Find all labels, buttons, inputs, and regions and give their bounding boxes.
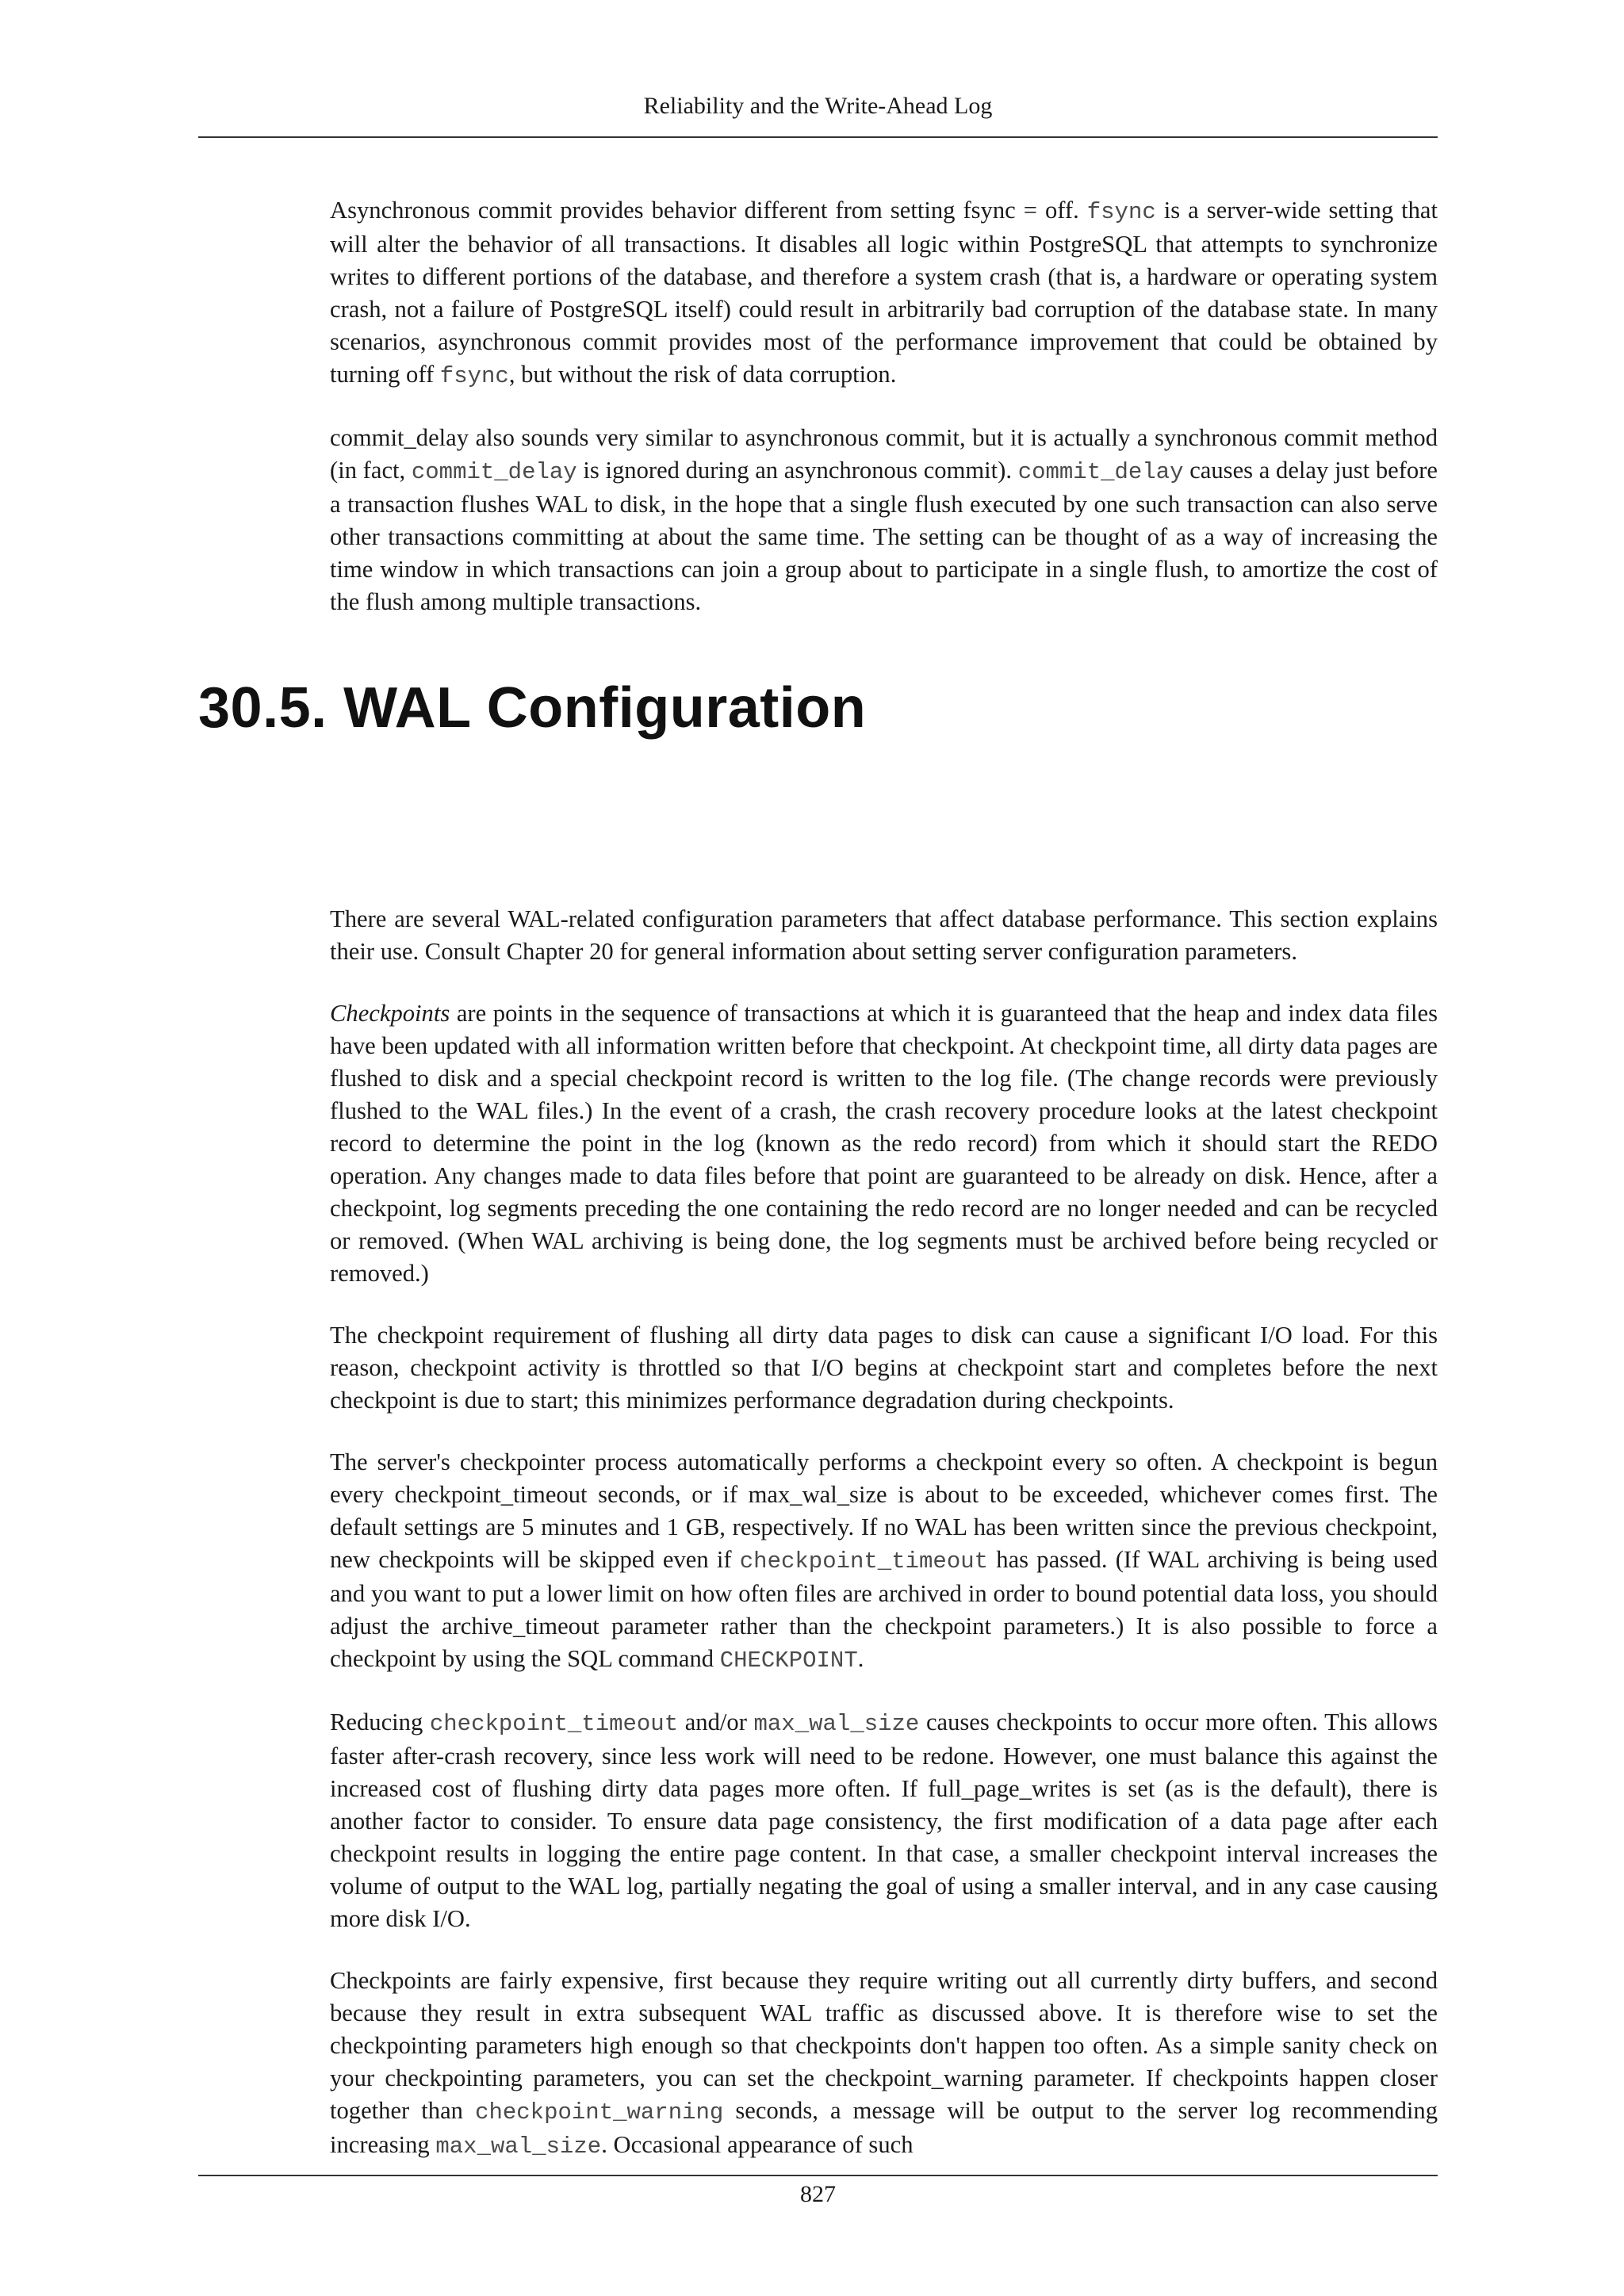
inline-code-max-wal-size: max_wal_size bbox=[753, 1711, 920, 1737]
paragraph-checkpointer-process: The server's checkpointer process automatically performs a checkpoint every so often. A checkpoint is begun every checkpoint_timeout seconds, or if max_wal_size is about to be exceeded, whichever comes first. The default settings are 5 minutes and 1 GB, respectively. If no WAL has been written since the previous checkpoint, new checkpoints will be skipped even if checkpoint_timeout has passed. (If WAL archiving is being used and you want to put a lower limit on how often files are archived in order to bound potential data loss, you should adjust the archive_timeout parameter rather than the checkpoint parameters.) It is also possible to force a checkpoint by using the SQL command CHECKPOINT. bbox=[330, 1448, 1438, 1674]
paragraph-checkpoints-expensive: Checkpoints are fairly expensive, first because they require writing out all currently dirty buffers, and second because they result in extra subsequent WAL traffic as discussed above. It is therefore wise to set the checkpointing parameters high enough so that checkpoints don't happen too often. As a simple sanity check on your checkpointing parameters, you can set the checkpoint_warning parameter. If checkpoints happen closer together than checkpoint_warning seconds, a message will be output to the server log recommending increasing max_wal_size. Occasional appearance of such bbox=[330, 1967, 1438, 2160]
inline-code-commit-delay: commit_delay bbox=[411, 459, 577, 485]
section-heading: 30.5. WAL Configuration bbox=[198, 676, 867, 740]
inline-code-max-wal-size: max_wal_size bbox=[435, 2133, 602, 2160]
paragraph-wal-parameters-intro: There are several WAL-related configuration parameters that affect database performance. This section explains their use. Consult Chapter 20 for general information about setting server configuration parameters. bbox=[330, 905, 1438, 965]
paragraph-async-commit-vs-fsync: Asynchronous commit provides behavior different from setting fsync = off. fsync is a server-wide setting that will alter the behavior of all transactions. It disables all logic within PostgreSQL that attempts to synchronize writes to different portions of the database, and therefore a system crash (that is, a hardware or operating system crash, not a failure of PostgreSQL itself) could result in arbitrarily bad corruption of the database state. In many scenarios, asynchronous commit provides most of the performance improvement that could be obtained by turning off fsync, but without the risk of data corruption. bbox=[330, 197, 1438, 389]
inline-code-commit-delay: commit_delay bbox=[1017, 459, 1184, 485]
paragraph-reducing-checkpoint-timeout: Reducing checkpoint_timeout and/or max_wal_size causes checkpoints to occur more often. This allows faster after-crash recovery, since less work will need to be redone. However, one must balance this against the increased cost of flushing dirty data pages more often. If full_page_writes is set (as is the default), there is another factor to consider. To ensure data page consistency, the first modification of a data page after each checkpoint results in logging the entire page content. In that case, a smaller checkpoint interval increases the volume of output to the WAL log, partially negating the goal of using a smaller interval, and in any case causing more disk I/O. bbox=[330, 1709, 1438, 1932]
inline-code-checkpoint-timeout: checkpoint_timeout bbox=[739, 1548, 989, 1575]
paragraph-commit-delay: commit_delay also sounds very similar to asynchronous commit, but it is actually a synchronous commit method (in fact, commit_delay is ignored during an asynchronous commit). commit_delay causes a delay just before a transaction flushes WAL to disk, in the hope that a single flush executed by one such transaction can also serve other transactions committing at about the same time. The setting can be thought of as a way of increasing the time window in which transactions can join a group about to participate in a single flush, to amortize the cost of the flush among multiple transactions. bbox=[330, 424, 1438, 615]
inline-code-fsync: fsync bbox=[1086, 199, 1156, 225]
page-number: 827 bbox=[800, 2181, 836, 2207]
header-rule bbox=[198, 136, 1438, 138]
inline-code-checkpoint-command: CHECKPOINT bbox=[719, 1647, 858, 1674]
intro-text-block bbox=[330, 194, 1438, 648]
inline-code-checkpoint-warning: checkpoint_warning bbox=[475, 2099, 724, 2126]
inline-code-fsync: fsync bbox=[439, 363, 509, 389]
paragraph-checkpoints-definition: Checkpoints are points in the sequence of transactions at which it is guaranteed that the heap and index data files have been updated with all information written before that checkpoint. At checkpoint time, all dirty data pages are flushed to disk and a special checkpoint record is written to the log file. (The change records were previously flushed to the WAL files.) In the event of a crash, the crash recovery procedure looks at the latest checkpoint record to determine the point in the log (known as the redo record) from which it should start the REDO operation. Any changes made to data files before that point are guaranteed to be already on disk. Hence, after a checkpoint, log segments preceding the one containing the redo record are no longer needed and can be recycled or removed. (When WAL archiving is being done, the log segments must be archived before being recycled or removed.) bbox=[330, 1000, 1438, 1287]
footer-rule bbox=[198, 2175, 1438, 2176]
term-checkpoints: Checkpoints bbox=[330, 1000, 450, 1027]
inline-code-checkpoint-timeout: checkpoint_timeout bbox=[429, 1711, 679, 1737]
paragraph-checkpoint-io-load: The checkpoint requirement of flushing all dirty data pages to disk can cause a significant I/O load. For this reason, checkpoint activity is throttled so that I/O begins at checkpoint start and completes before the next checkpoint is due to start; this minimizes performance degradation during checkpoints. bbox=[330, 1322, 1438, 1414]
running-header: Reliability and the Write-Ahead Log bbox=[643, 93, 993, 119]
section-text-block bbox=[330, 903, 1438, 2192]
